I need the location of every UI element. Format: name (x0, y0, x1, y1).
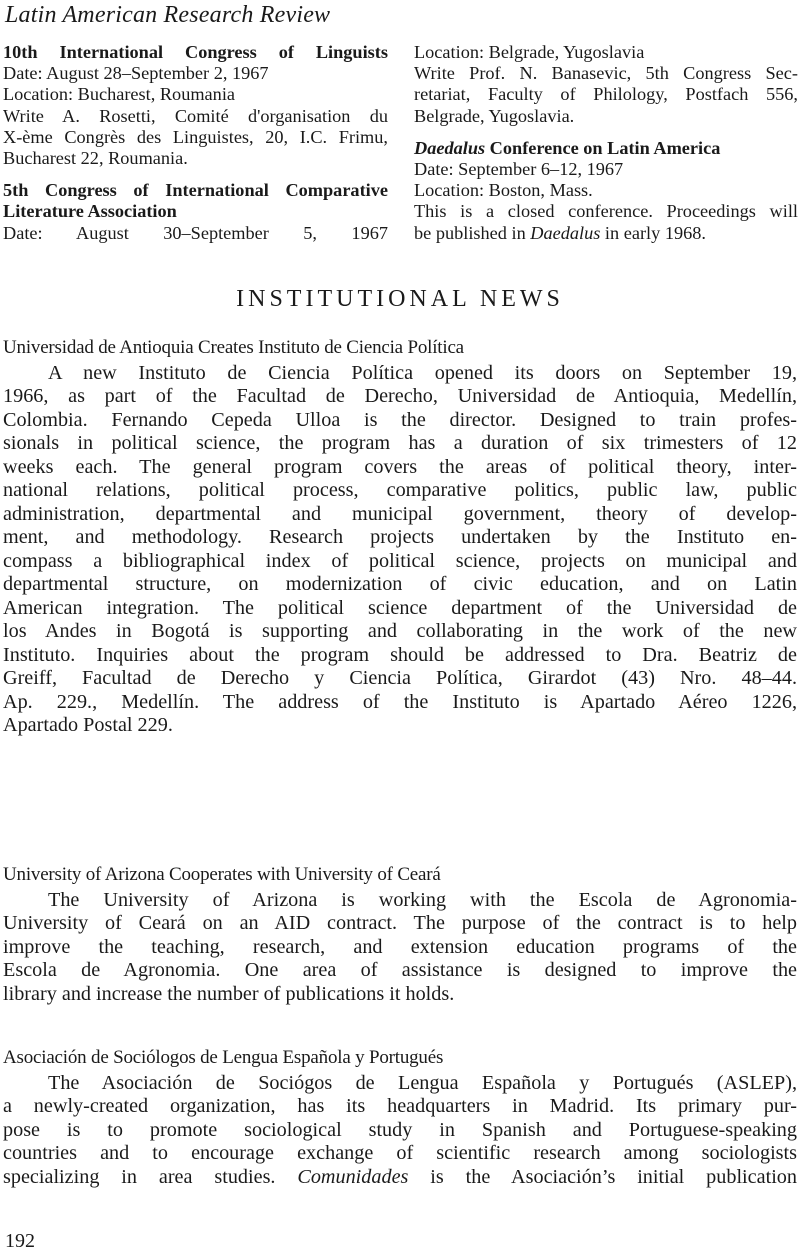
entry-line: X-ème Congrès des Linguistes, 20, I.C. Frimu, (3, 126, 388, 147)
text-line: los Andes in Bogotá is supporting and collaborating in the work of the new (3, 620, 797, 642)
text-line: countries and to encourage exchange of scientific research among sociologists (3, 1142, 797, 1164)
article-antioquia (3, 336, 797, 738)
text-span: specializing in area studies. (3, 1165, 298, 1188)
conference-entry-comparative-literature (3, 180, 388, 244)
article-body (3, 889, 797, 1007)
entry-line: Date: August 30–September 5, 1967 (3, 222, 388, 243)
text-span: be published in (414, 222, 531, 243)
entry-line: Date: August 28–September 2, 1967 (3, 63, 269, 84)
text-line: The University of Arizona is working with the Escola de Agronomia- (48, 888, 797, 911)
entry-title (414, 138, 798, 159)
text-line: Ap. 229., Medellín. The address of the Instituto is Apartado Aéreo 1226, (3, 690, 797, 713)
entry-line: Date: September 6–12, 1967 (414, 159, 624, 180)
article-body (3, 1072, 797, 1190)
text-line (3, 1166, 797, 1190)
article-title: University of Arizona Cooperates with University of Ceará (3, 864, 441, 885)
text-line: library and increase the number of publications it holds. (3, 982, 455, 1005)
text-line: Escola de Agronomia. One area of assistance is designed to improve the (3, 959, 797, 981)
text-span: in early 1968. (600, 222, 706, 243)
entry-line (414, 223, 798, 244)
right-column (414, 42, 798, 255)
text-span: is the Asociación’s initial publication (408, 1165, 797, 1188)
conference-entry-comparative-literature-cont (414, 42, 798, 127)
section-heading: INSTITUTIONAL NEWS (236, 286, 564, 312)
text-line: 1966, as part of the Facultad de Derecho, Universidad de Antioquia, Medellín, (3, 385, 797, 407)
text-line: administration, departmental and municipal government, theory of develop- (3, 502, 797, 525)
text-line: ment, and methodology. Research projects undertaken by the Instituto en- (3, 526, 797, 548)
conference-entry-daedalus (414, 138, 798, 244)
text-line: national relations, political process, comparative politics, public law, public (3, 479, 797, 501)
text-line: sionals in political science, the program has a duration of six trimesters of 12 (3, 432, 797, 454)
text-line: improve the teaching, research, and extension education programs of the (3, 935, 797, 958)
entry-title: 5th Congress of International Comparative (3, 180, 388, 201)
entry-line: This is a closed conference. Proceedings will (414, 201, 798, 222)
article-title: Universidad de Antioquia Creates Instituto de Ciencia Política (3, 337, 464, 358)
entry-title: 10th International Congress of Linguists (3, 42, 388, 62)
text-line: Instituto. Inquiries about the program should be addressed to Dra. Beatriz de (3, 643, 797, 666)
text-line: departmental structure, on modernization of civic education, and on Latin (3, 573, 797, 595)
entry-line: Write Prof. N. Banasevic, 5th Congress Sec- (414, 63, 798, 84)
conference-entry-linguists (3, 42, 388, 169)
text-line: Apartado Postal 229. (3, 714, 173, 736)
text-line: a newly-created organization, has its headquarters in Madrid. Its primary pur- (3, 1095, 797, 1117)
entry-line: Location: Bucharest, Roumania (3, 84, 236, 105)
entry-line: Location: Belgrade, Yugoslavia (414, 42, 645, 62)
entry-line: Bucharest 22, Roumania. (3, 148, 188, 169)
entry-line: retariat, Faculty of Philology, Postfach 556, (414, 84, 798, 105)
text-line: Colombia. Fernando Cepeda Ulloa is the director. Designed to train profes- (3, 408, 797, 431)
text-line: pose is to promote sociological study in Spanish and Portuguese-speaking (3, 1118, 797, 1141)
text-line: compass a bibliographical index of political science, projects on municipal and (3, 549, 797, 572)
text-line: The Asociación de Sociógos de Lengua Española y Portugués (ASLEP), (48, 1071, 797, 1094)
article-arizona (3, 863, 797, 1006)
text-line: Greiff, Facultad de Derecho y Ciencia Política, Girardot (43) Nro. 48–44. (3, 667, 797, 689)
article-aslep (3, 1046, 797, 1189)
article-body (3, 362, 797, 738)
left-column (3, 42, 388, 255)
italic-span: Comunidades (297, 1165, 409, 1188)
entry-line: Belgrade, Yugoslavia. (414, 105, 575, 126)
page-number: 192 (5, 1230, 35, 1252)
journal-title: Latin American Research Review (5, 2, 331, 28)
text-line: University of Ceará on an AID contract. The purpose of the contract is to help (3, 912, 797, 934)
entry-title-rest: Conference on Latin America (485, 137, 721, 158)
entry-title: Literature Association (3, 201, 177, 222)
text-line: American integration. The political science department of the Universidad de (3, 596, 797, 619)
text-line: weeks each. The general program covers the areas of political theory, inter- (3, 455, 797, 478)
entry-title-italic: Daedalus (414, 137, 486, 158)
entry-line: Location: Boston, Mass. (414, 180, 593, 201)
article-title: Asociación de Sociólogos de Lengua Española y Portugués (3, 1047, 444, 1068)
italic-span: Daedalus (530, 222, 601, 243)
text-line: A new Instituto de Ciencia Política opened its doors on September 19, (48, 361, 797, 384)
entry-line: Write A. Rosetti, Comité d'organisation du (3, 105, 388, 126)
